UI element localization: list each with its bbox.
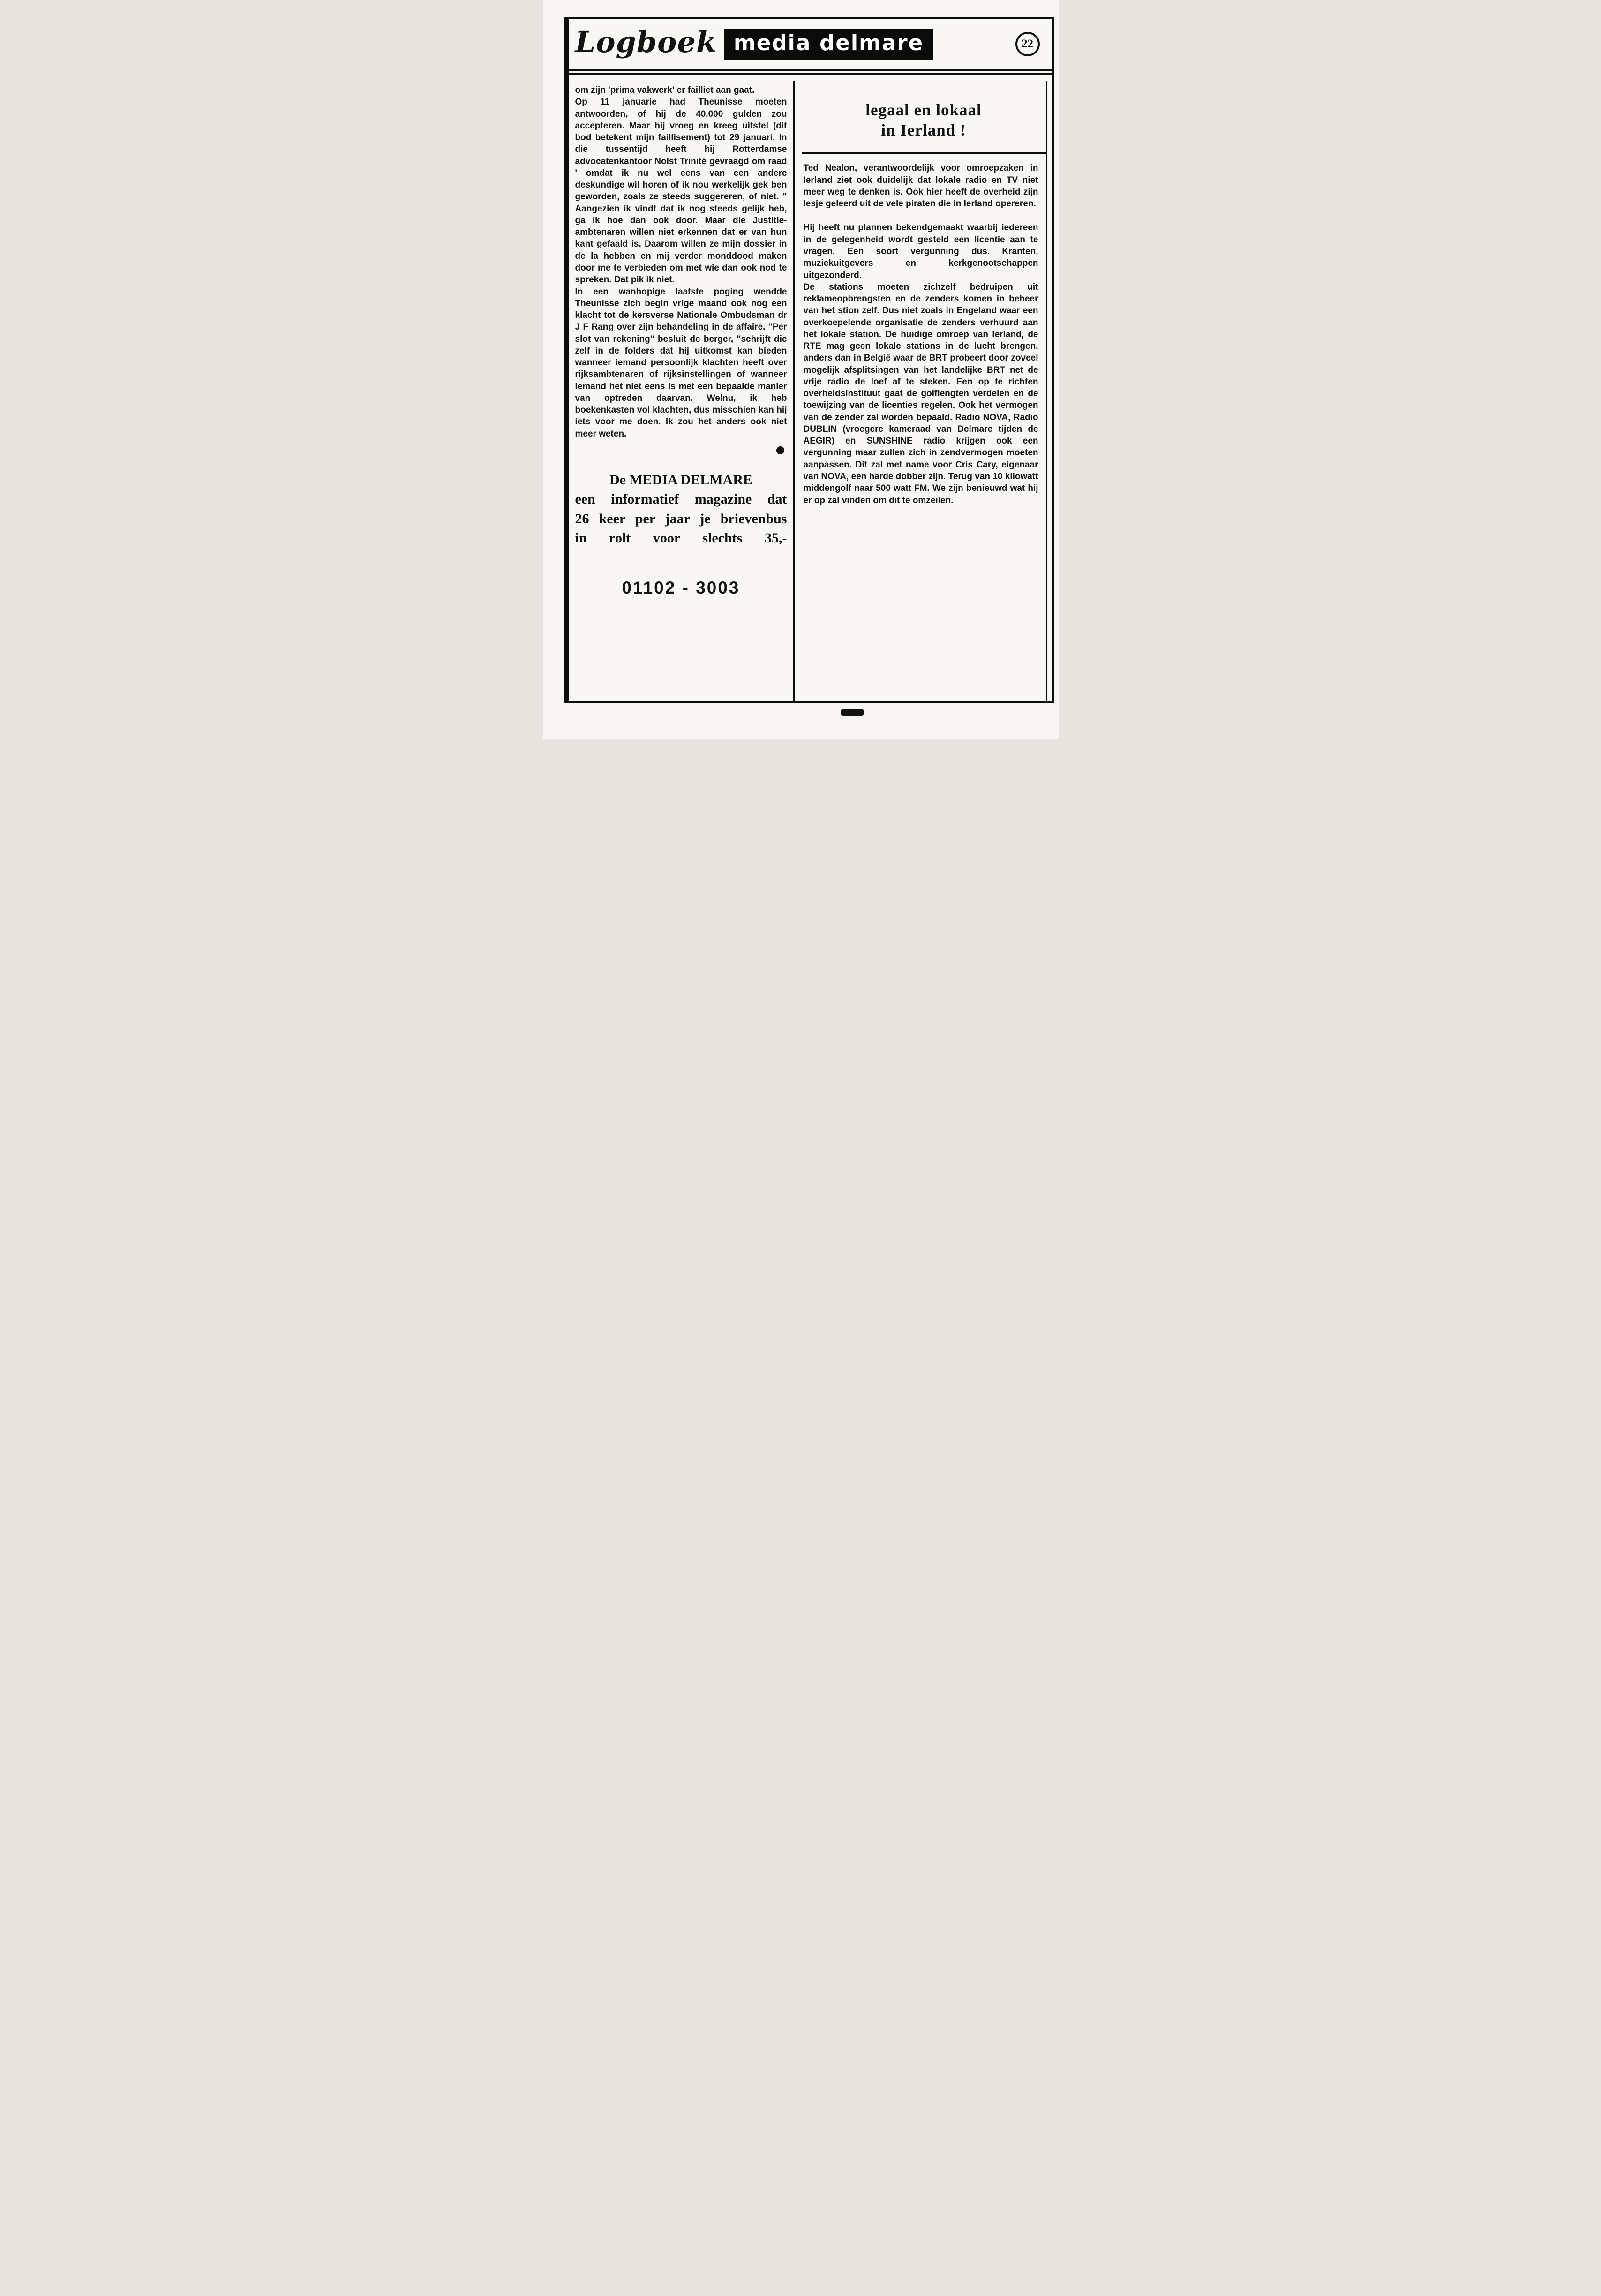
page-frame [564, 17, 1054, 703]
article-paragraph: De stations moeten zichzelf bedruipen uit reklameopbrengsten en de zenders komen in beheer van het stion zelf. Dus niet zoals in Engeland waar een overkoepelende organisatie de zenders verhuurd aan het lokale station. De huidige omroep van Ierland, de RTE mag geen lokale stations in de lucht brengen, anders dan in België waar de BRT probeert door zoveel mogelijk afsplitsingen van het landelijke BRT net de vrije radio de loef af te steken. Een op te richten overheidsinstituut gaat de golflengten verdelen en de toewijzing van de licenties regelen. Ook het vermogen van de zender zal worden bepaald. Radio NOVA, Radio DUBLIN (vroegere kameraad van Delmare tijden de AEGIR) en SUNSHINE radio krijgen ook een vergunning maar zullen zich in zendvermogen moeten aanpassen. Dit zal met name voor Cris Cary, eigenaar van NOVA, een harde dobber zijn. Terug van 10 kilowatt middengolf naar 500 watt FM. We zijn benieuwd wat hij er op zal vinden om dit te omzeilen. [803, 282, 1038, 505]
promo-line: in rolt voor slechts 35,- [575, 530, 787, 546]
media-delmare-title-box: media delmare [724, 29, 933, 60]
left-column [575, 81, 787, 701]
article-end-dot-icon [776, 446, 784, 454]
promo-line: 26 keer per jaar je brievenbus [575, 511, 787, 527]
article-paragraph: om zijn 'prima vakwerk' er failliet aan gaat. [575, 85, 755, 95]
column-divider-rule [793, 81, 795, 701]
page-number-badge: 22 [1015, 32, 1040, 56]
article-heading-line: in Ierland ! [881, 120, 966, 139]
print-registration-mark [841, 709, 864, 716]
article-paragraph: In een wanhopige laatste poging wendde Theunisse zich begin vrige maand ook nog een klacht tot de kersverse Nationale Ombudsman dr J F Rang over zijn behandeling in de affaire. "Per slot van rekening" besluit de berger, "schrijft die zelf in de folders dat hij uitkomst kan bieden wanneer iemand persoonlijk klachten heeft over rijksambtenaren of rijksinstellingen of wanneer iemand het niet eens is met een bepaalde manier van optreden daarvan. Welnu, ik heb boekenkasten vol klachten, dus misschien kan hij iets voor me doen. Ik zou het anders ook niet meer weten. [575, 286, 787, 439]
article-paragraph: Op 11 januarie had Theunisse moeten antwoorden, of hij de 40.000 gulden zou accepteren. Maar hij vroeg en kreeg uitstel (dit bod betekent mijn faillisement) tot 29 januari. In die tussentijd heeft hij Rotterdamse advocatenkantoor Nolst Trinité gevraagd om raad ' omdat ik nu wel eens van een andere deskundige wil horen of ik nou werkelijk gek ben geworden, zoals ze steeds suggereren, of niet. " Aangezien ik vindt dat ik nog steeds gelijk heb, ga ik hoe dan ook door. Maar die Justitie-ambtenaren willen niet erkennen dat er van hun kant gefaald is. Daarom willen ze mijn dossier in de la hebben en mij verder monddood maken door me te verbieden om met wie dan ook nod te spreken. Dat pik ik niet. [575, 97, 787, 285]
logboek-script-title: Logboek [575, 25, 717, 59]
header-double-rule [569, 69, 1052, 75]
right-column [802, 81, 1047, 701]
article-paragraph: Hij heeft nu plannen bekendgemaakt waarbij iedereen in de gelegenheid wordt gesteld een licentie aan te vragen. Een soort vergunning dus. Kranten, muziekuitgevers en kerkgenootschappen uitgezonderd. [803, 223, 1038, 280]
magazine-page [543, 0, 1059, 739]
article-paragraph: Ted Nealon, verantwoordelijk voor omroepzaken in Ierland ziet ook duidelijk dat lokale radio en TV niet meer weg te denken is. Ook hier heeft de overheid zijn lesje geleerd uit de vele piraten die in Ierland opereren. [803, 163, 1038, 209]
phone-number: 01102 - 3003 [622, 578, 740, 597]
article-heading-line: legaal en lokaal [865, 101, 982, 119]
page-header [569, 19, 1052, 69]
promo-line: De MEDIA DELMARE [609, 472, 752, 488]
promo-block [575, 470, 787, 548]
page-content [569, 75, 1052, 701]
promo-line: een informatief magazine dat [575, 491, 787, 507]
article-body [802, 154, 1046, 506]
article-heading [802, 100, 1046, 140]
